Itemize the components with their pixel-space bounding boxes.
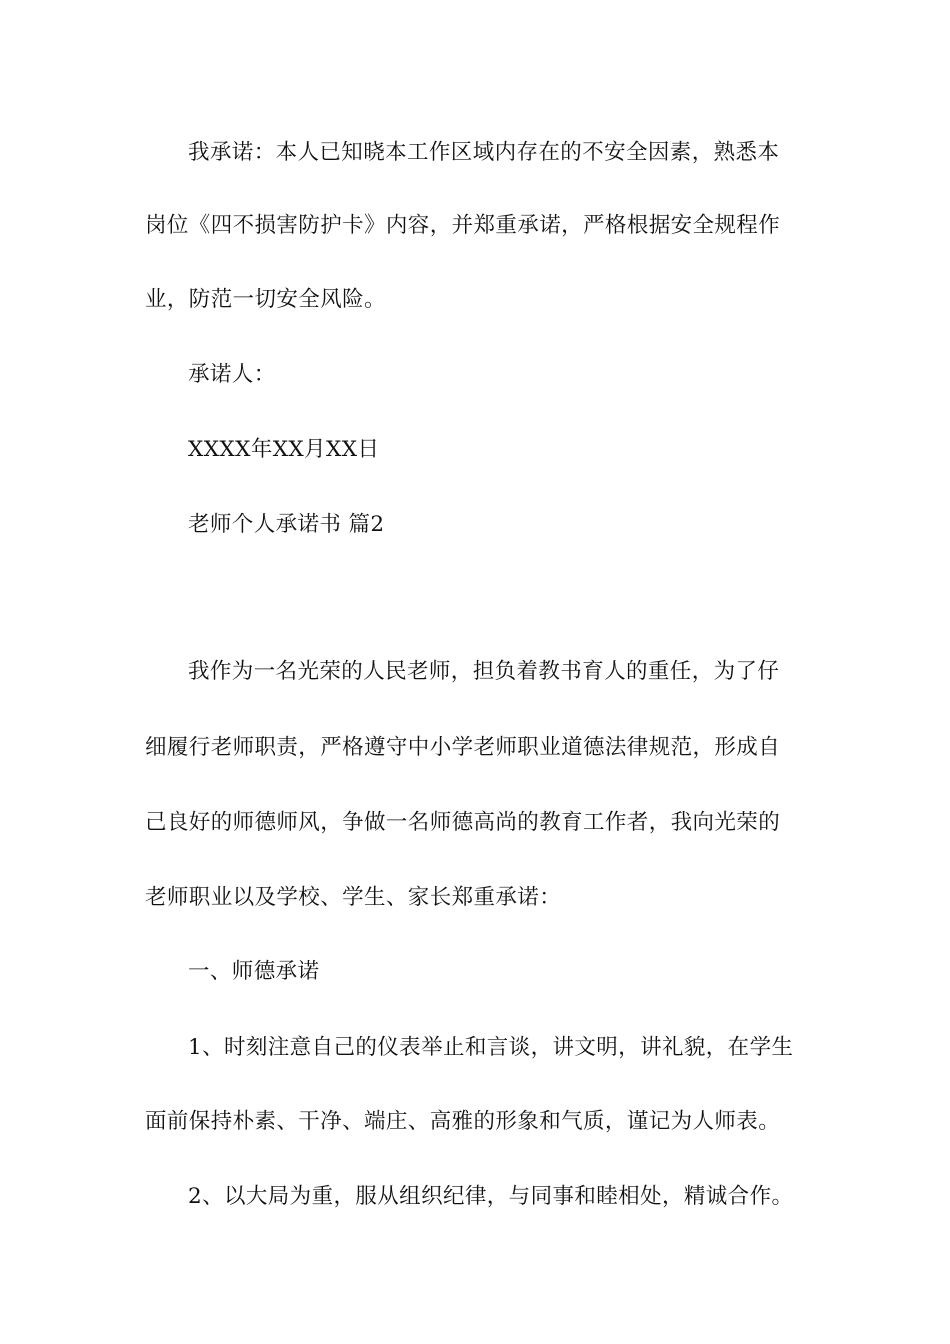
paragraph-intro-line-1: 我作为一名光荣的人民老师，担负着教书育人的重任，为了仔 [188, 659, 780, 684]
section-heading: 老师个人承诺书 篇2 [188, 512, 385, 537]
item-2-line-1: 2、以大局为重，服从组织纪律，与同事和睦相处，精诚合作。 [188, 1184, 794, 1209]
paragraph-commitment-line-2: 岗位《四不损害防护卡》内容，并郑重承诺，严格根据安全规程作 [145, 213, 781, 238]
date-line: XXXX年XX月XX日 [188, 437, 380, 462]
item-1-line-1: 1、时刻注意自己的仪表举止和言谈，讲文明，讲礼貌，在学生 [188, 1035, 794, 1060]
signer-label: 承诺人： [188, 362, 276, 387]
paragraph-intro-line-4: 老师职业以及学校、学生、家长郑重承诺： [145, 885, 562, 910]
subheading-ethics: 一、师德承诺 [188, 959, 320, 984]
item-1-line-2: 面前保持朴素、干净、端庄、高雅的形象和气质，谨记为人师表。 [145, 1109, 781, 1134]
paragraph-commitment-line-3: 业，防范一切安全风险。 [145, 287, 386, 312]
paragraph-intro-line-3: 己良好的师德师风，争做一名师德高尚的教育工作者，我向光荣的 [145, 810, 781, 835]
paragraph-intro-line-2: 细履行老师职责，严格遵守中小学老师职业道德法律规范，形成自 [145, 735, 781, 760]
paragraph-commitment-line-1: 我承诺：本人已知晓本工作区域内存在的不安全因素，熟悉本 [188, 140, 780, 165]
